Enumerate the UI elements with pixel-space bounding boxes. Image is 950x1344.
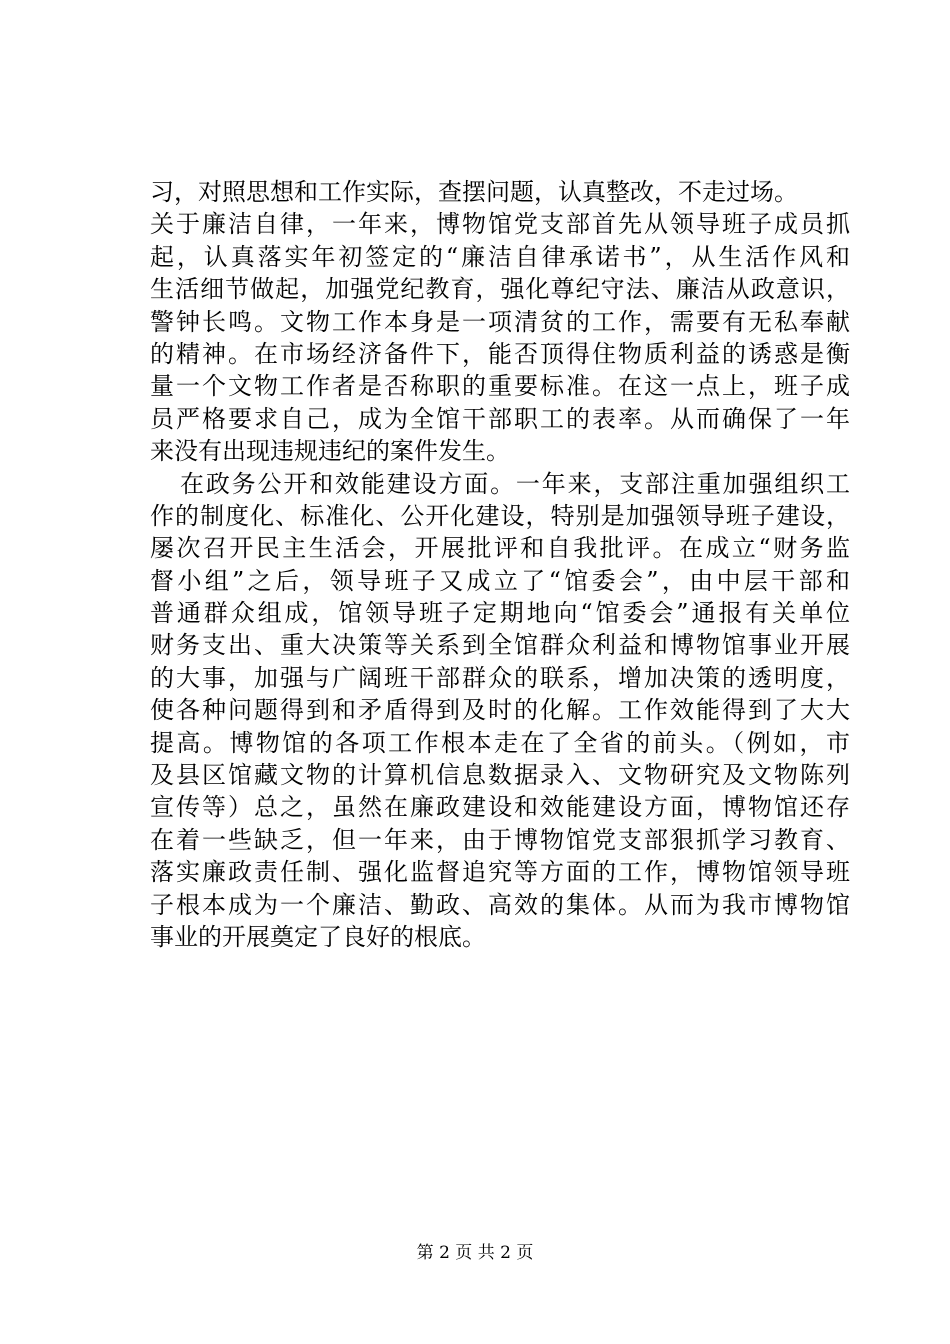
paragraph-1 bbox=[150, 176, 850, 468]
text-line: 警钟长鸣。文物工作本身是一项清贫的工作，需要有无私奉献 bbox=[150, 307, 850, 336]
text-line: 生活细节做起，加强党纪教育，强化尊纪守法、廉洁从政意识， bbox=[150, 275, 850, 304]
text-line: 在着一些缺乏，但一年来，由于博物馆党支部狠抓学习教育、 bbox=[150, 825, 850, 854]
text-line: 的大事，加强与广阔班干部群众的联系，增加决策的透明度， bbox=[150, 663, 850, 692]
body-text bbox=[150, 176, 850, 953]
text-line: 及县区馆藏文物的计算机信息数据录入、文物研究及文物陈列 bbox=[150, 761, 850, 790]
text-line: 在政务公开和效能建设方面。一年来，支部注重加强组织工 bbox=[180, 469, 850, 498]
text-line: 子根本成为一个廉洁、勤政、高效的集体。从而为我市博物馆 bbox=[150, 890, 850, 919]
page-number: 第 2 页 共 2 页 bbox=[416, 1243, 534, 1263]
text-line: 事业的开展奠定了良好的根底。 bbox=[150, 922, 486, 951]
text-line: 督小组”之后，领导班子又成立了“馆委会”，由中层干部和 bbox=[150, 566, 850, 595]
text-line: 习，对照思想和工作实际，查摆问题，认真整改，不走过场。 bbox=[150, 178, 798, 206]
text-line: 落实廉政责任制、强化监督追究等方面的工作，博物馆领导班 bbox=[150, 858, 850, 887]
text-line: 普通群众组成，馆领导班子定期地向“馆委会”通报有关单位 bbox=[150, 599, 850, 628]
text-line: 关于廉洁自律，一年来，博物馆党支部首先从领导班子成员抓 bbox=[150, 210, 850, 239]
text-line: 量一个文物工作者是否称职的重要标准。在这一点上，班子成 bbox=[150, 372, 850, 401]
text-line: 员严格要求自己，成为全馆干部职工的表率。从而确保了一年 bbox=[150, 404, 850, 433]
text-line: 来没有出现违规违纪的案件发生。 bbox=[150, 437, 510, 466]
text-line: 使各种问题得到和矛盾得到及时的化解。工作效能得到了大大 bbox=[150, 696, 850, 725]
text-line: 屡次召开民主生活会，开展批评和自我批评。在成立“财务监 bbox=[150, 534, 850, 563]
text-line: 提高。博物馆的各项工作根本走在了全省的前头。（例如，市 bbox=[150, 728, 850, 757]
paragraph-2 bbox=[150, 468, 850, 954]
text-line: 作的制度化、标准化、公开化建设，特别是加强领导班子建设， bbox=[150, 501, 850, 530]
page-footer bbox=[0, 1241, 950, 1265]
text-line: 财务支出、重大决策等关系到全馆群众利益和博物馆事业开展 bbox=[150, 631, 850, 660]
text-line: 宣传等）总之，虽然在廉政建设和效能建设方面，博物馆还存 bbox=[150, 793, 850, 822]
text-line: 的精神。在市场经济备件下，能否顶得住物质利益的诱惑是衡 bbox=[150, 339, 850, 368]
text-line: 起，认真落实年初签定的“廉洁自律承诺书”，从生活作风和 bbox=[150, 242, 850, 271]
